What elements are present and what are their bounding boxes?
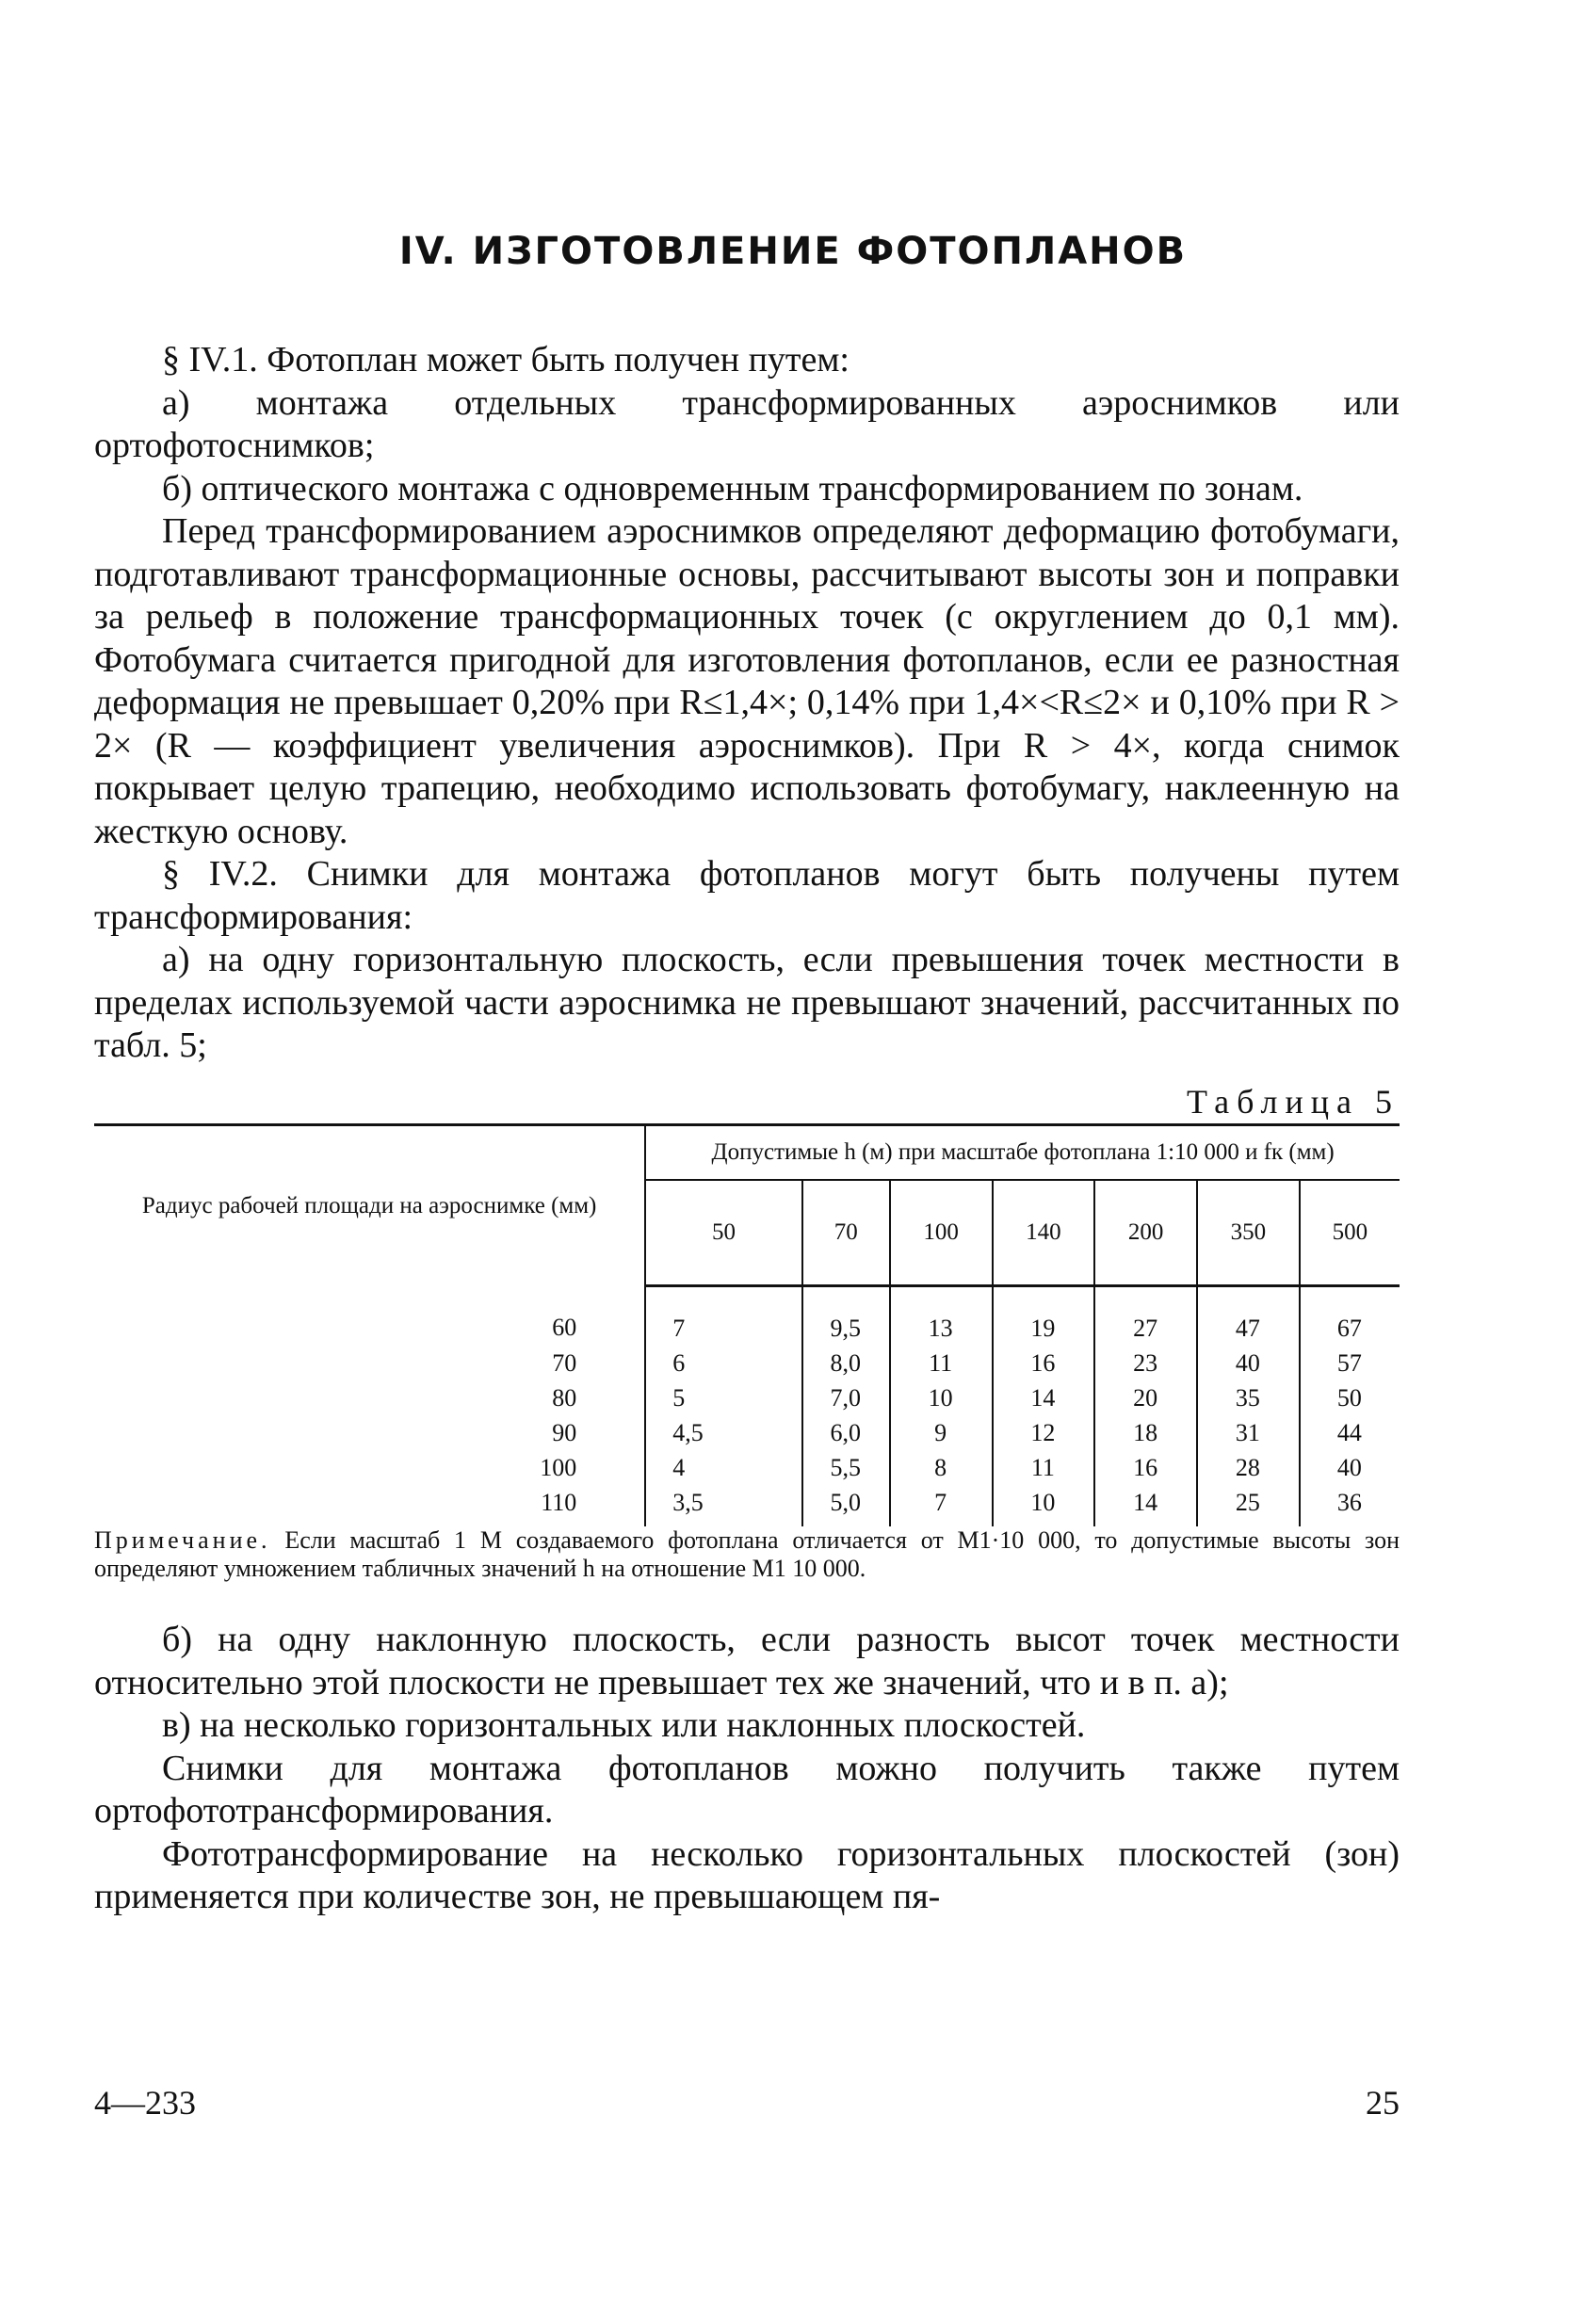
- table-5: [94, 1123, 1400, 1526]
- table-cell: 14: [1094, 1485, 1197, 1526]
- table-row: [94, 1380, 1400, 1415]
- paragraph: б) оптического монтажа с одновременным трансформированием по зонам.: [162, 468, 1303, 508]
- paragraph: Снимки для монтажа фотопланов можно получить также путем ортофототрансформирования.: [94, 1748, 1400, 1831]
- table-cell: 5: [645, 1380, 801, 1415]
- table-row: [94, 1450, 1400, 1485]
- note-text: Если масштаб 1 M создаваемого фотоплана отличается от M1·10 000, то допустимые высоты зон определяют умножением табличных значений h на отношение M1 10 000.: [94, 1526, 1400, 1582]
- table-cell: 5,0: [802, 1485, 890, 1526]
- table-cell: 110: [541, 1489, 577, 1516]
- table-cell: 27: [1094, 1286, 1197, 1347]
- table-cell: 40: [1197, 1346, 1300, 1380]
- table-row: [94, 1346, 1400, 1380]
- table-cell: 6,0: [802, 1415, 890, 1450]
- paragraph: Фототрансформирование на несколько горизонтальных плоскостей (зон) применяется при количестве зон, не превышающем пя-: [94, 1833, 1400, 1916]
- paragraph: а) на одну горизонтальную плоскость, если превышения точек местности в пределах используемой части аэроснимка не превышают значений, рассчитанных по табл. 5;: [94, 940, 1400, 1065]
- table-cell: 28: [1197, 1450, 1300, 1485]
- column-header: 100: [890, 1180, 993, 1286]
- row-header: Радиус рабочей площади на аэроснимке (мм): [94, 1125, 645, 1286]
- paragraph: § IV.2. Снимки для монтажа фотопланов могут быть получены путем трансформирования:: [94, 854, 1400, 937]
- column-header: 70: [802, 1180, 890, 1286]
- table-cell: 16: [1094, 1450, 1197, 1485]
- table-cell: 80: [552, 1384, 577, 1412]
- table-cell: 12: [993, 1415, 1095, 1450]
- table-row: [94, 1485, 1400, 1526]
- table-cell: 14: [993, 1380, 1095, 1415]
- table-cell: 25: [1197, 1485, 1300, 1526]
- paragraph: § IV.1. Фотоплан может быть получен путем:: [162, 340, 850, 379]
- table-caption: Таблица 5: [1187, 1082, 1400, 1121]
- table-cell: 7: [645, 1286, 801, 1347]
- table-cell: 70: [552, 1349, 577, 1377]
- note-label: Примечание.: [94, 1526, 271, 1554]
- table-cell: 67: [1300, 1286, 1400, 1347]
- table-cell: 47: [1197, 1286, 1300, 1347]
- table-cell: 7,0: [802, 1380, 890, 1415]
- body-text: [94, 339, 1400, 1919]
- table-cell: 36: [1300, 1485, 1400, 1526]
- table-cell: 31: [1197, 1415, 1300, 1450]
- table-cell: 20: [1094, 1380, 1197, 1415]
- table-cell: 9: [890, 1415, 993, 1450]
- column-header: 200: [1094, 1180, 1197, 1286]
- table-cell: 16: [993, 1346, 1095, 1380]
- table-row: [94, 1286, 1400, 1347]
- table-row: [94, 1415, 1400, 1450]
- group-header: Допустимые h (м) при масштабе фотоплана 1:10 000 и fк (мм): [645, 1125, 1400, 1181]
- table-cell: 35: [1197, 1380, 1300, 1415]
- table-note: [94, 1526, 1400, 1583]
- table-cell: 7: [890, 1485, 993, 1526]
- table-cell: 9,5: [802, 1286, 890, 1347]
- paragraph: в) на несколько горизонтальных или наклонных плоскостей.: [162, 1705, 1086, 1745]
- signature-mark: 4—233: [94, 2084, 196, 2122]
- table-cell: 8: [890, 1450, 993, 1485]
- column-header: 50: [645, 1180, 801, 1286]
- table-cell: 50: [1300, 1380, 1400, 1415]
- table-cell: 23: [1094, 1346, 1197, 1380]
- paragraph: б) на одну наклонную плоскость, если разность высот точек местности относительно этой плоскости не превышает тех же значений, что и в п. а);: [94, 1620, 1400, 1703]
- table-cell: 13: [890, 1286, 993, 1347]
- column-header: 350: [1197, 1180, 1300, 1286]
- paragraph: Перед трансформированием аэроснимков определяют деформацию фотобумаги, подготавливают трансформационные основы, рассчитывают высоты зон и поправки за рельеф в положение трансформационных точек (с округлением до 0,1 мм). Фотобумага считается пригодной для изготовления фотопланов, если ее разностная деформация не превышает 0,20% при R≤1,4×; 0,14% при 1,4×<R≤2× и 0,10% при R > 2× (R — коэффициент увеличения аэроснимков). При R > 4×, когда снимок покрывает целую трапецию, необходимо использовать фотобумагу, наклеенную на жесткую основу.: [94, 511, 1400, 851]
- page-number: 25: [1366, 2084, 1400, 2122]
- table-cell: 4: [645, 1450, 801, 1485]
- paragraph: а) монтажа отдельных трансформированных аэроснимков или ортофотоснимков;: [94, 382, 1400, 465]
- table-cell: 11: [993, 1450, 1095, 1485]
- table-cell: 3,5: [645, 1485, 801, 1526]
- table-cell: 10: [890, 1380, 993, 1415]
- table-cell: 5,5: [802, 1450, 890, 1485]
- table-cell: 100: [540, 1454, 577, 1481]
- table-cell: 40: [1300, 1450, 1400, 1485]
- column-header: 500: [1300, 1180, 1400, 1286]
- table-cell: 4,5: [645, 1415, 801, 1450]
- table-cell: 57: [1300, 1346, 1400, 1380]
- table-cell: 19: [993, 1286, 1095, 1347]
- column-header: 140: [993, 1180, 1095, 1286]
- table-cell: 10: [993, 1485, 1095, 1526]
- table-cell: 18: [1094, 1415, 1197, 1450]
- table-cell: 60: [552, 1313, 577, 1341]
- table-cell: 44: [1300, 1415, 1400, 1450]
- section-heading: IV. ИЗГОТОВЛЕНИЕ ФОТОПЛАНОВ: [398, 230, 1188, 273]
- table-cell: 6: [645, 1346, 801, 1380]
- table-cell: 8,0: [802, 1346, 890, 1380]
- table-cell: 90: [552, 1419, 577, 1446]
- table-cell: 11: [890, 1346, 993, 1380]
